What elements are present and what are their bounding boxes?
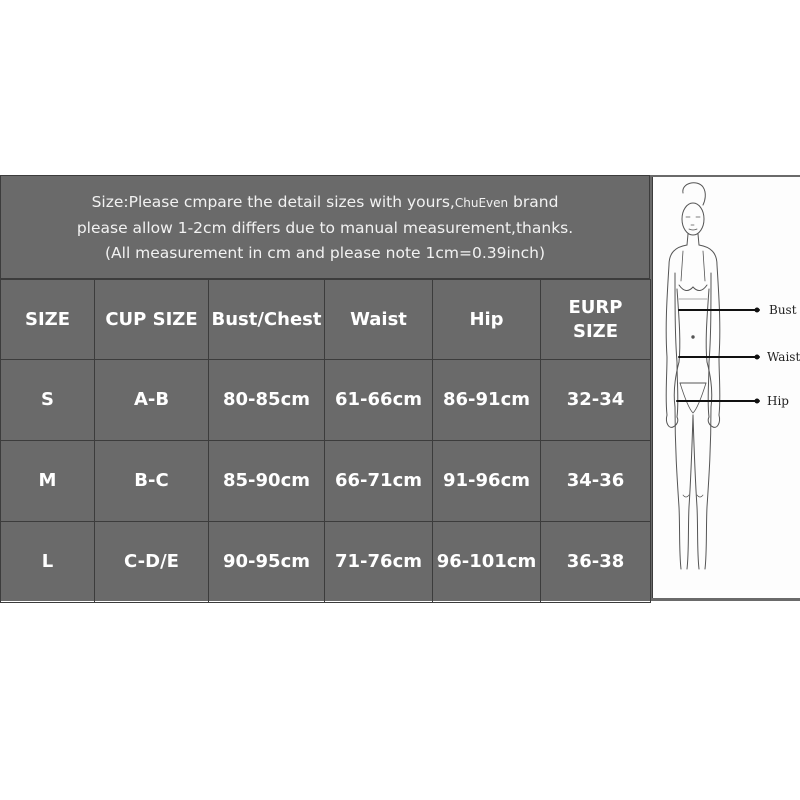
header-hip: Hip xyxy=(433,280,541,360)
size-chart xyxy=(0,175,800,601)
cell-size: M xyxy=(1,441,95,522)
cell-waist: 66-71cm xyxy=(325,441,433,522)
notice-line-1 xyxy=(1,190,649,216)
cell-size: S xyxy=(1,360,95,441)
notice-line-2: please allow 1-2cm differs due to manual measurement,thanks. xyxy=(76,219,574,237)
cell-bust: 80-85cm xyxy=(209,360,325,441)
notice-line-3: (All measurement in cm and please note 1cm=0.39inch) xyxy=(104,244,546,262)
cell-bust: 90-95cm xyxy=(209,522,325,603)
table-row xyxy=(1,441,651,522)
cell-hip: 96-101cm xyxy=(433,522,541,603)
header-eurp-size: EURP SIZE xyxy=(541,280,651,360)
notice-line-1-suffix: brand xyxy=(508,193,559,211)
cell-eurp-size: 34-36 xyxy=(541,441,651,522)
body-outline-illustration xyxy=(653,177,800,598)
size-table xyxy=(0,279,651,603)
cell-cup-size: B-C xyxy=(95,441,209,522)
notice-line-1-text: Size:Please cmpare the detail sizes with yours, xyxy=(91,193,455,211)
header-waist: Waist xyxy=(325,280,433,360)
waist-label: Waist xyxy=(767,350,800,364)
header-bust-chest: Bust/Chest xyxy=(209,280,325,360)
cell-eurp-size: 36-38 xyxy=(541,522,651,603)
body-measurement-figure xyxy=(652,177,800,598)
bust-label: Bust xyxy=(769,303,797,317)
cell-hip: 86-91cm xyxy=(433,360,541,441)
cell-bust: 85-90cm xyxy=(209,441,325,522)
header-size: SIZE xyxy=(1,280,95,360)
table-header-row xyxy=(1,280,651,360)
cell-hip: 91-96cm xyxy=(433,441,541,522)
cell-cup-size: A-B xyxy=(95,360,209,441)
hip-label: Hip xyxy=(767,394,789,408)
size-notice xyxy=(0,175,650,279)
cell-waist: 71-76cm xyxy=(325,522,433,603)
cell-cup-size: C-D/E xyxy=(95,522,209,603)
table-row xyxy=(1,360,651,441)
cell-eurp-size: 32-34 xyxy=(541,360,651,441)
cell-size: L xyxy=(1,522,95,603)
header-cup-size: CUP SIZE xyxy=(95,280,209,360)
table-row xyxy=(1,522,651,603)
brand-name: ChuEven xyxy=(454,196,509,210)
cell-waist: 61-66cm xyxy=(325,360,433,441)
